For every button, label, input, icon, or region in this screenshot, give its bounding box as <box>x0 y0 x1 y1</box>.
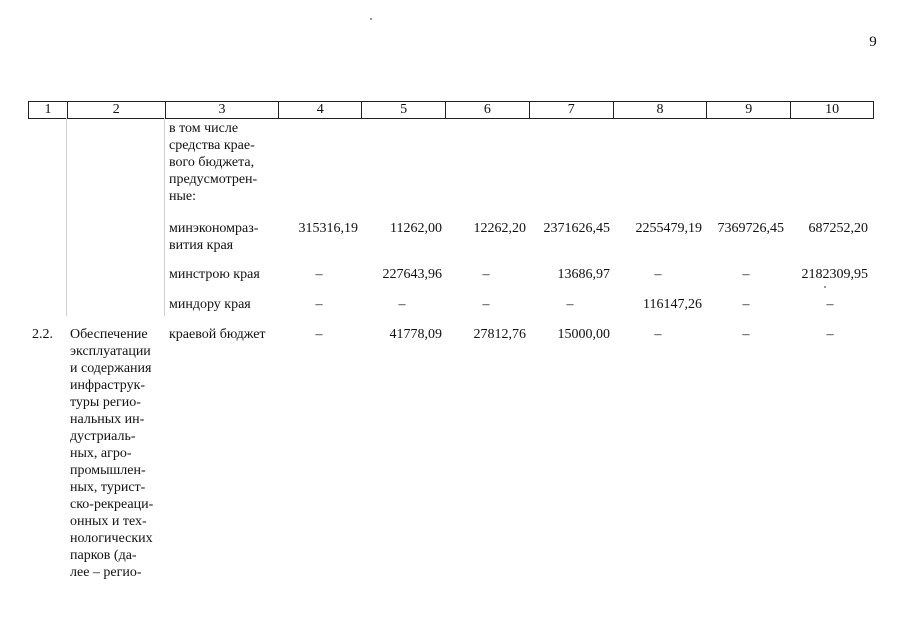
table-cell: – <box>398 297 406 312</box>
table-cell: – <box>826 327 834 342</box>
table-cell: – <box>315 327 323 342</box>
column-header-10: 10 <box>825 102 840 117</box>
column-header-7: 7 <box>530 102 614 118</box>
column-header-4: 4 <box>279 102 362 118</box>
section-description-line: ных, турист- <box>70 480 146 495</box>
row-label-mindor: миндору края <box>169 297 251 312</box>
table-cell: – <box>654 267 662 282</box>
table-cell: – <box>566 297 574 312</box>
section-source: краевой бюджет <box>169 327 266 342</box>
table-cell: 2255479,19 <box>635 221 702 236</box>
intro-line: ные: <box>169 189 197 204</box>
table-cell: – <box>315 297 323 312</box>
column-header-3: 3 <box>166 102 280 118</box>
section-description-line: лее – регио- <box>70 565 142 580</box>
section-description-line: парков (да- <box>70 548 137 563</box>
table-cell: 7369726,45 <box>717 221 784 236</box>
section-number: 2.2. <box>32 327 53 342</box>
table-cell: – <box>826 297 834 312</box>
section-description-line: нологических <box>70 531 153 546</box>
section-description-line: ско-рекреаци- <box>70 497 154 512</box>
section-description-line: и содержания <box>70 361 152 376</box>
intro-text <box>169 120 275 205</box>
table-cell: 11262,00 <box>390 221 442 236</box>
table-cell: – <box>742 327 750 342</box>
table-cell: – <box>742 297 750 312</box>
intro-line: вого бюджета, <box>169 155 255 170</box>
column-header-8: 8 <box>614 102 708 118</box>
row-label-line: вития края <box>169 238 234 253</box>
table-cell: – <box>482 267 490 282</box>
column-header-2: 2 <box>68 102 166 118</box>
section-description-line: нальных ин- <box>70 412 145 427</box>
row-label-line: минэкономраз- <box>169 221 259 236</box>
column-header-1: 1 <box>29 102 68 118</box>
table-cell: 687252,20 <box>808 221 868 236</box>
row-label-minekonomrazvitiya <box>169 220 275 254</box>
intro-line: предусмотрен- <box>169 172 258 187</box>
section-description-line: промышлен- <box>70 463 146 478</box>
table-cell: 13686,97 <box>557 267 610 282</box>
table-cell: 15000,00 <box>557 327 610 342</box>
table-cell: 227643,96 <box>382 267 442 282</box>
page-number: 9 <box>869 34 877 50</box>
column-guide-line <box>66 118 67 316</box>
column-header-6: 6 <box>446 102 530 118</box>
scan-speck <box>824 286 826 288</box>
section-description-line: дустриаль- <box>70 429 136 444</box>
table-cell: – <box>482 297 490 312</box>
table-cell: – <box>742 267 750 282</box>
table-cell: 12262,20 <box>473 221 526 236</box>
table-cell: 2182309,95 <box>801 267 868 282</box>
intro-line: средства крае- <box>169 138 255 153</box>
table-cell: 315316,19 <box>298 221 358 236</box>
section-description <box>70 326 161 581</box>
section-description-line: эксплуатации <box>70 344 151 359</box>
row-label-minstroy: минстрою края <box>169 267 260 282</box>
table-header-row <box>28 101 874 119</box>
table-cell: – <box>654 327 662 342</box>
table-cell: – <box>315 267 323 282</box>
table-cell: 116147,26 <box>643 297 702 312</box>
section-description-line: онных и тех- <box>70 514 147 529</box>
section-description-line: ных, агро- <box>70 446 132 461</box>
scan-speck <box>370 18 372 20</box>
intro-line: в том числе <box>169 121 239 136</box>
table-cell: 27812,76 <box>473 327 526 342</box>
table-cell: 2371626,45 <box>543 221 610 236</box>
section-description-line: Обеспечение <box>70 327 148 342</box>
column-guide-line <box>164 118 165 316</box>
table-cell: 41778,09 <box>389 327 442 342</box>
section-description-line: инфраструк- <box>70 378 146 393</box>
column-header-5: 5 <box>362 102 446 118</box>
section-description-line: туры регио- <box>70 395 141 410</box>
column-header-9: 9 <box>707 102 791 118</box>
